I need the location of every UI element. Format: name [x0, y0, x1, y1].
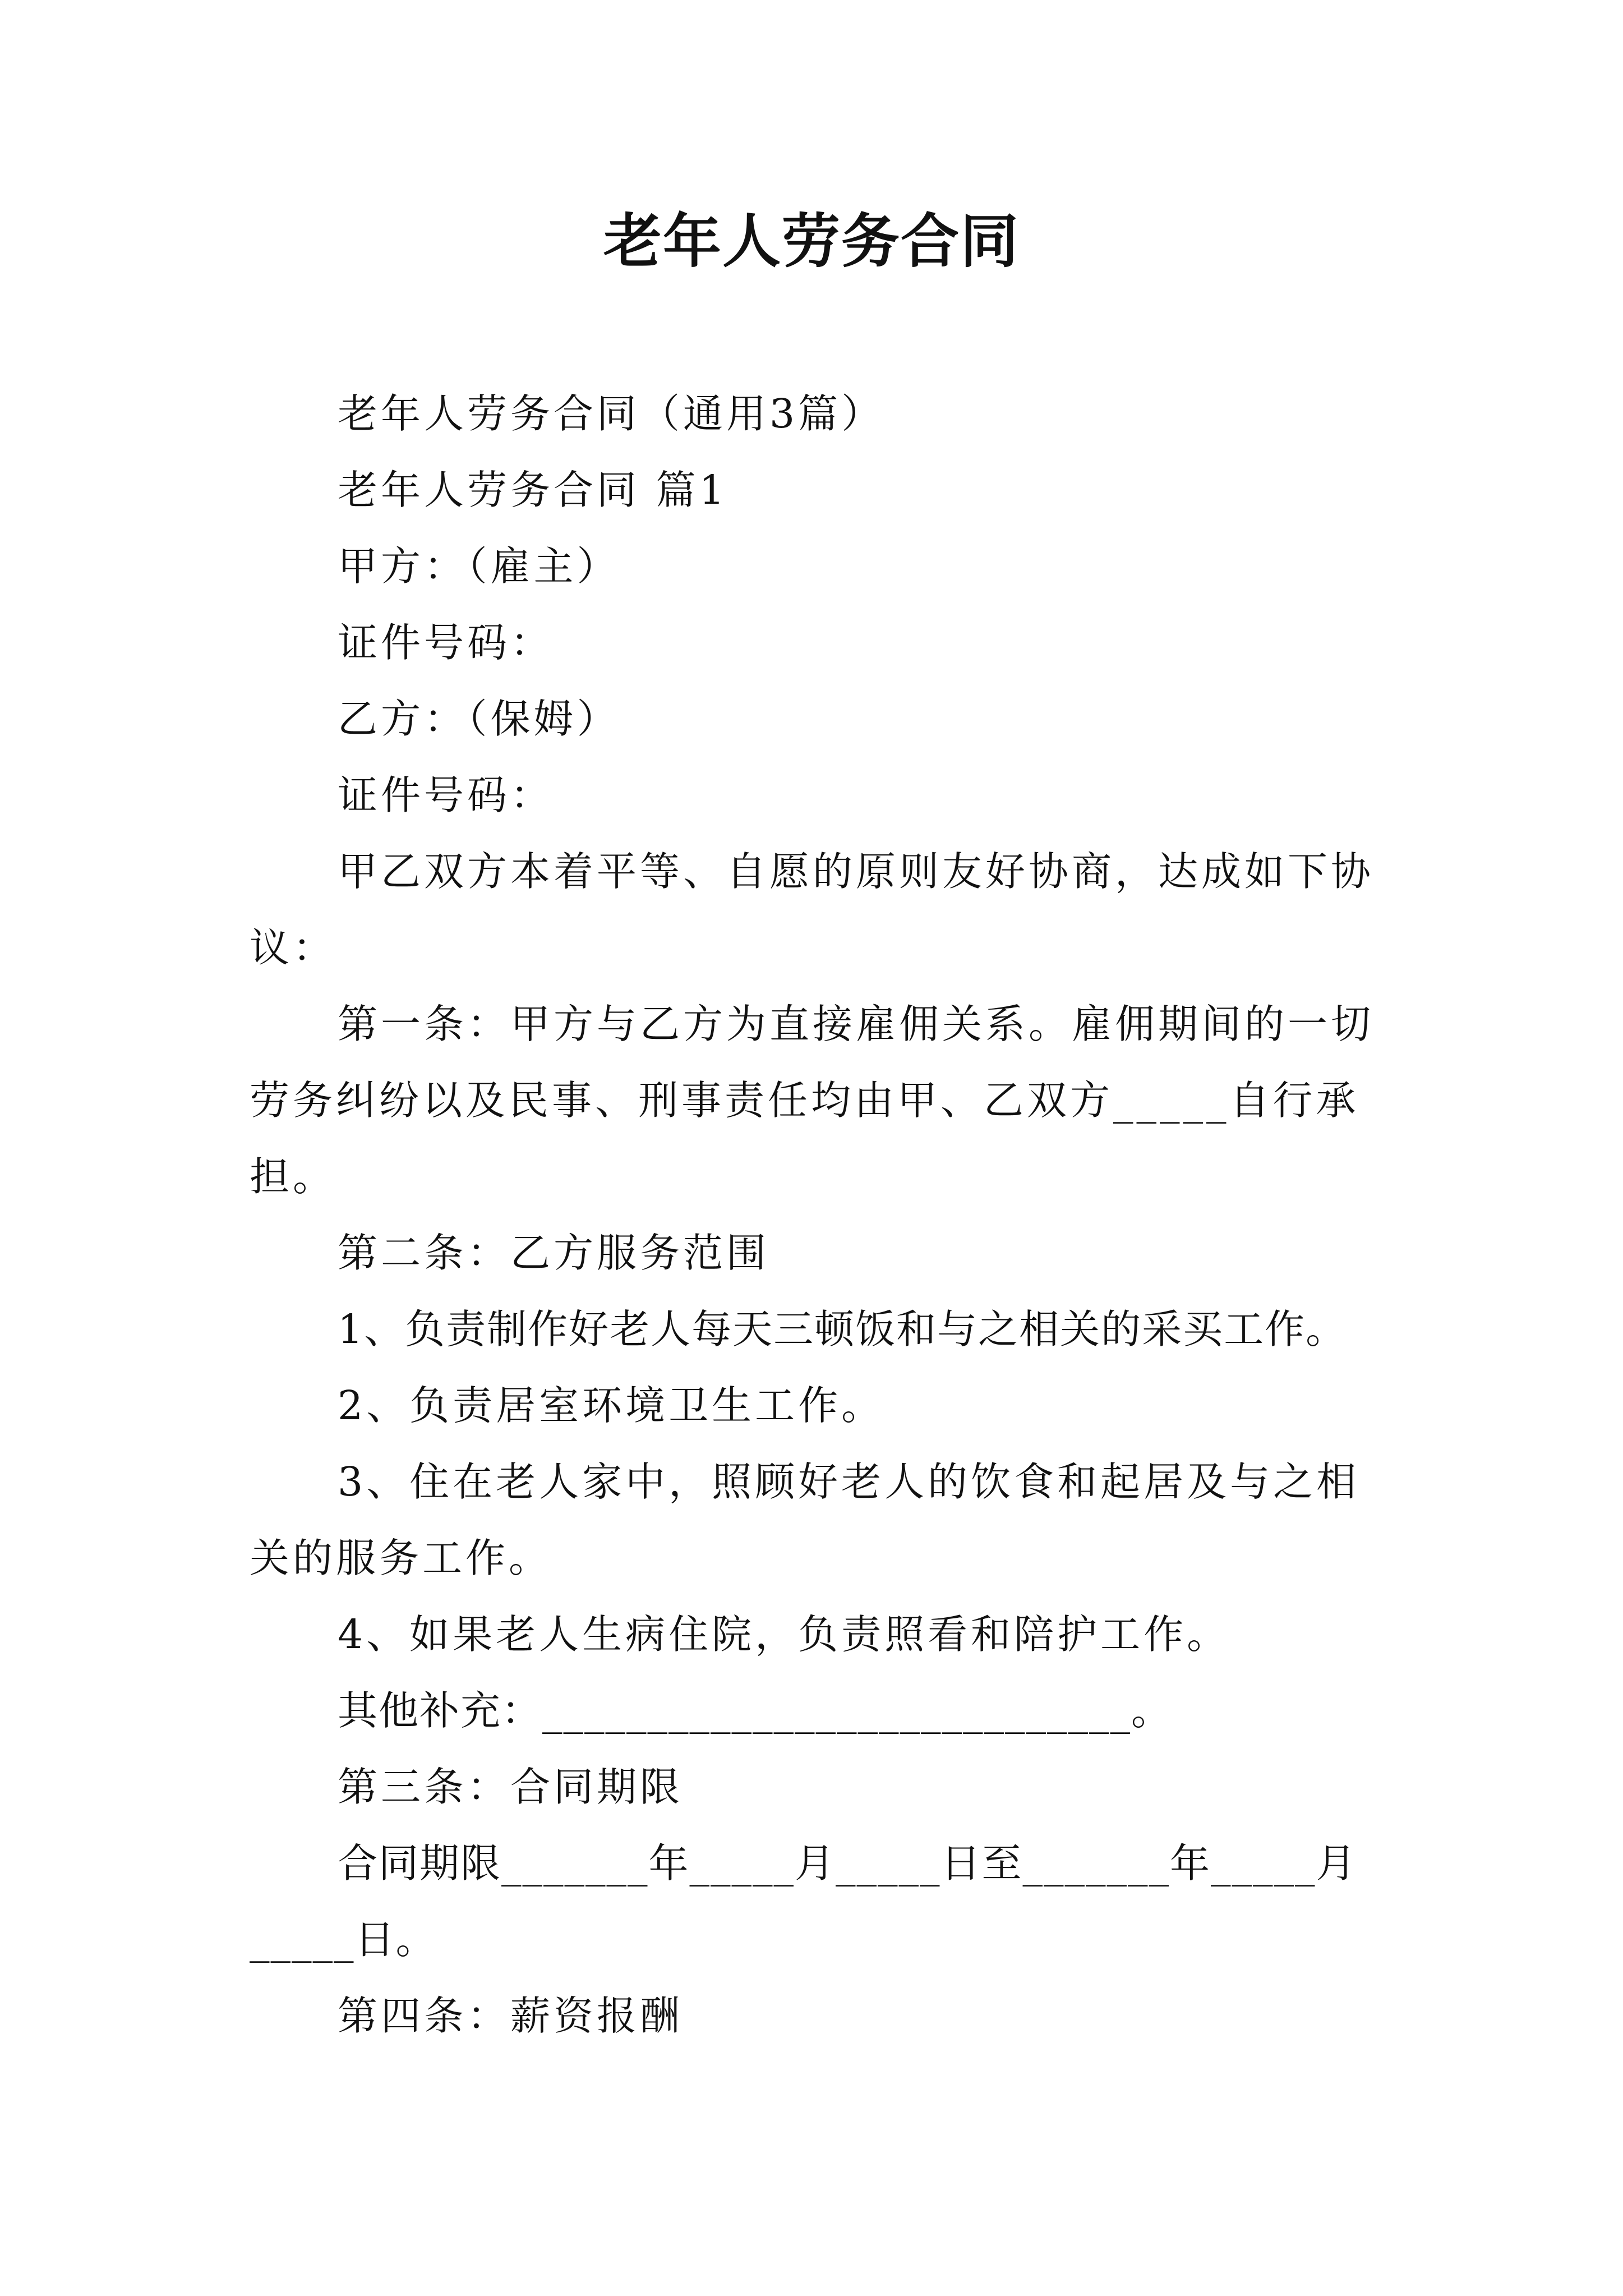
paragraph-subtitle: 老年人劳务合同（通用3篇）	[338, 390, 885, 437]
paragraph-part-heading: 老年人劳务合同 篇1	[338, 467, 728, 513]
document-title: 老年人劳务合同	[603, 206, 1020, 275]
paragraph-service-item-3: 3、住在老人家中，照顾好老人的饮食和起居及与之相关的服务工作。	[250, 1458, 1360, 1581]
paragraph-article-4-heading: 第四条：薪资报酬	[338, 1993, 684, 2039]
paragraph-article-3-heading: 第三条：合同期限	[338, 1764, 684, 1810]
paragraph-service-item-1: 1、负责制作好老人每天三顿饭和与之相关的采买工作。	[338, 1306, 1347, 1352]
document-body	[250, 376, 1382, 2054]
paragraph-party-a: 甲方：（雇主）	[338, 543, 620, 590]
paragraph-agreement-intro: 甲乙双方本着平等、自愿的原则友好协商，达成如下协议：	[250, 848, 1375, 971]
paragraph-party-b: 乙方：（保姆）	[338, 696, 620, 742]
paragraph-party-a-id: 证件号码：	[338, 619, 554, 666]
paragraph-party-b-id: 证件号码：	[338, 772, 554, 818]
paragraph-other-supplement: 其他补充：____________________________。	[338, 1687, 1173, 1734]
paragraph-article-1: 第一条：甲方与乙方为直接雇佣关系。雇佣期间的一切劳务纠纷以及民事、刑事责任均由甲、乙双方_____自行承担。	[250, 1001, 1375, 1200]
paragraph-contract-term: 合同期限_______年_____月_____日至_______年_____月_____日。	[250, 1840, 1357, 1963]
paragraph-service-item-2: 2、负责居室环境卫生工作。	[338, 1382, 885, 1429]
paragraph-service-item-4: 4、如果老人生病住院，负责照看和陪护工作。	[338, 1611, 1230, 1658]
paragraph-article-2-heading: 第二条：乙方服务范围	[338, 1230, 770, 1276]
